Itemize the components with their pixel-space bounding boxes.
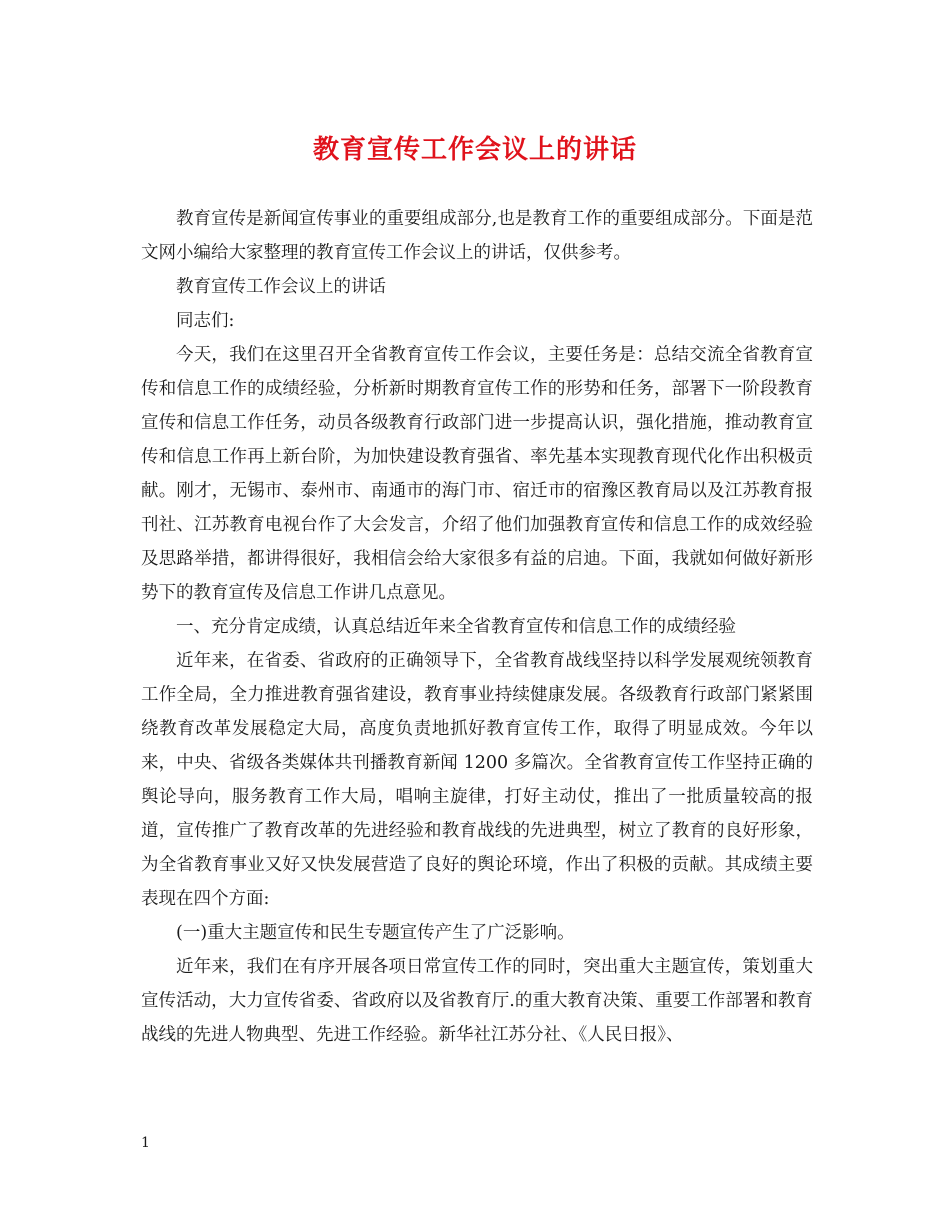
paragraph-achievements: 近年来，在省委、省政府的正确领导下，全省教育战线坚持以科学发展观统领教育工作全局，全力推进教育强省建设，教育事业持续健康发展。各级教育行政部门紧紧围绕教育改革发展稳定大局，高度负责地抓好教育宣传工作，取得了明显成效。今年以来，中央、省级各类媒体共刊播教育新闻 1200 多篇次。全省教育宣传工作坚持正确的舆论导向，服务教育工作大局，唱响主旋律，打好主动仗，推出了一批质量较高的报道，宣传推广了教育改革的先进经验和教育战线的先进典型，树立了教育的良好形象，为全省教育事业又好又快发展营造了良好的舆论环境，作出了积极的贡献。其成绩主要表现在四个方面: [141,651,813,909]
paragraph-speech-title: 教育宣传工作会议上的讲话 [176,277,386,297]
page-number: 1 [141,1135,150,1151]
paragraph-opening: 今天，我们在这里召开全省教育宣传工作会议，主要任务是：总结交流全省教育宣传和信息工作的成绩经验，分析新时期教育宣传工作的形势和任务，部署下一阶段教育宣传和信息工作任务，动员各级教育行政部门进一步提高认识，强化措施，推动教育宣传和信息工作再上新台阶，为加快建设教育强省、率先基本实现教育现代化作出积极贡献。刚才，无锡市、泰州市、南通市的海门市、宿迁市的宿豫区教育局以及江苏教育报刊社、江苏教育电视台作了大会发言，介绍了他们加强教育宣传和信息工作的成效经验及思路举措，都讲得很好，我相信会给大家很多有益的启迪。下面，我就如何做好新形势下的教育宣传及信息工作讲几点意见。 [141,345,813,603]
document-body [141,202,813,1052]
subsection-heading-1: (一)重大主题宣传和民生专题宣传产生了广泛影响。 [176,923,575,943]
paragraph-major-publicity: 近年来，我们在有序开展各项日常宣传工作的同时，突出重大主题宣传，策划重大宣传活动，大力宣传省委、省政府以及省教育厅.的重大教育决策、重要工作部署和教育战线的先进人物典型、先进工作经验。新华社江苏分社、《人民日报》、 [141,957,813,1045]
section-heading-1: 一、充分肯定成绩，认真总结近年来全省教育宣传和信息工作的成绩经验 [176,617,736,637]
document-title: 教育宣传工作会议上的讲话 [312,135,637,165]
paragraph-intro: 教育宣传是新闻宣传事业的重要组成部分,也是教育工作的重要组成部分。下面是范文网小编给大家整理的教育宣传工作会议上的讲话，仅供参考。 [141,209,813,263]
paragraph-salutation: 同志们: [176,311,235,331]
